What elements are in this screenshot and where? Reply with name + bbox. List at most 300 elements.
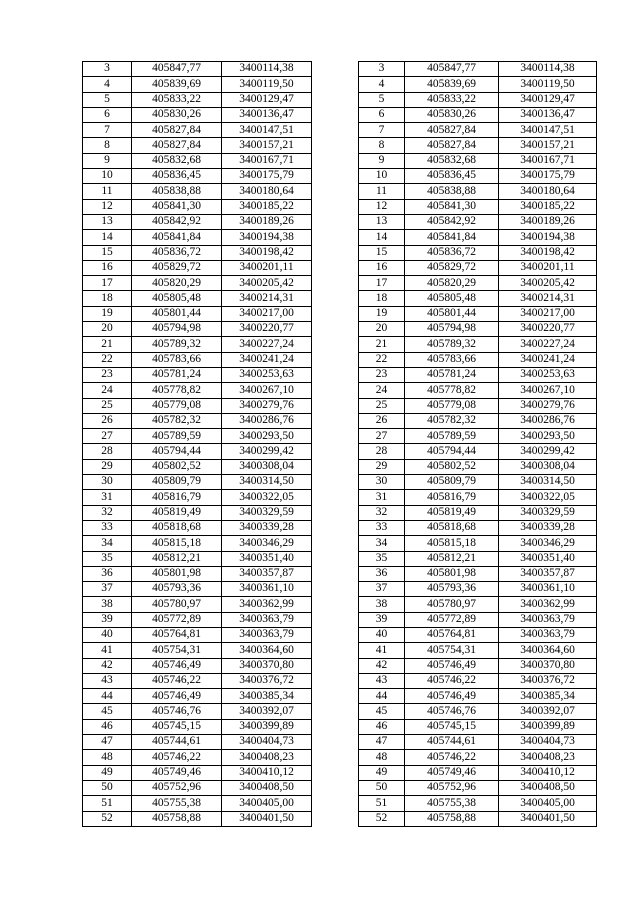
right-x-coordinate-cell: 405746,22 <box>405 750 499 765</box>
right-y-coordinate-cell: 3400385,34 <box>499 689 597 704</box>
left-point-number-cell: 17 <box>83 276 132 291</box>
left-y-coordinate-cell: 3400401,50 <box>222 811 312 826</box>
left-x-coordinate-cell: 405827,84 <box>132 138 222 153</box>
right-x-coordinate-cell: 405838,88 <box>405 184 499 199</box>
table-row <box>83 169 597 184</box>
right-point-number-cell: 11 <box>359 184 405 199</box>
right-point-number-cell: 25 <box>359 398 405 413</box>
left-x-coordinate-cell: 405794,98 <box>132 322 222 337</box>
column-gap-cell <box>312 811 359 826</box>
left-x-coordinate-cell: 405816,79 <box>132 490 222 505</box>
right-y-coordinate-cell: 3400314,50 <box>499 475 597 490</box>
right-point-number-cell: 13 <box>359 214 405 229</box>
column-gap-cell <box>312 276 359 291</box>
left-x-coordinate-cell: 405782,32 <box>132 413 222 428</box>
right-y-coordinate-cell: 3400279,76 <box>499 398 597 413</box>
left-point-number-cell: 32 <box>83 505 132 520</box>
right-x-coordinate-cell: 405802,52 <box>405 459 499 474</box>
table-row <box>83 536 597 551</box>
table-row <box>83 551 597 566</box>
column-gap-cell <box>312 62 359 77</box>
table-row <box>83 352 597 367</box>
left-y-coordinate-cell: 3400346,29 <box>222 536 312 551</box>
table-row <box>83 214 597 229</box>
right-point-number-cell: 31 <box>359 490 405 505</box>
right-x-coordinate-cell: 405816,79 <box>405 490 499 505</box>
table-row <box>83 750 597 765</box>
right-y-coordinate-cell: 3400376,72 <box>499 673 597 688</box>
left-point-number-cell: 36 <box>83 566 132 581</box>
right-y-coordinate-cell: 3400346,29 <box>499 536 597 551</box>
right-y-coordinate-cell: 3400351,40 <box>499 551 597 566</box>
table-row <box>83 230 597 245</box>
right-x-coordinate-cell: 405764,81 <box>405 627 499 642</box>
right-point-number-cell: 8 <box>359 138 405 153</box>
column-gap-cell <box>312 107 359 122</box>
left-x-coordinate-cell: 405793,36 <box>132 582 222 597</box>
left-point-number-cell: 8 <box>83 138 132 153</box>
left-point-number-cell: 10 <box>83 169 132 184</box>
right-x-coordinate-cell: 405801,98 <box>405 566 499 581</box>
right-x-coordinate-cell: 405781,24 <box>405 367 499 382</box>
left-x-coordinate-cell: 405780,97 <box>132 597 222 612</box>
left-point-number-cell: 5 <box>83 92 132 107</box>
right-x-coordinate-cell: 405820,29 <box>405 276 499 291</box>
right-x-coordinate-cell: 405841,84 <box>405 230 499 245</box>
left-point-number-cell: 30 <box>83 475 132 490</box>
left-y-coordinate-cell: 3400392,07 <box>222 704 312 719</box>
right-x-coordinate-cell: 405746,49 <box>405 689 499 704</box>
right-x-coordinate-cell: 405812,21 <box>405 551 499 566</box>
table-row <box>83 689 597 704</box>
left-y-coordinate-cell: 3400314,50 <box>222 475 312 490</box>
table-row <box>83 291 597 306</box>
left-x-coordinate-cell: 405832,68 <box>132 153 222 168</box>
column-gap-cell <box>312 704 359 719</box>
right-x-coordinate-cell: 405782,32 <box>405 413 499 428</box>
column-gap-cell <box>312 582 359 597</box>
left-point-number-cell: 23 <box>83 367 132 382</box>
column-gap-cell <box>312 199 359 214</box>
table-row <box>83 276 597 291</box>
table-row <box>83 475 597 490</box>
column-gap-cell <box>312 383 359 398</box>
right-x-coordinate-cell: 405841,30 <box>405 199 499 214</box>
left-point-number-cell: 21 <box>83 337 132 352</box>
left-point-number-cell: 24 <box>83 383 132 398</box>
column-gap-cell <box>312 551 359 566</box>
left-x-coordinate-cell: 405746,22 <box>132 673 222 688</box>
left-y-coordinate-cell: 3400370,80 <box>222 658 312 673</box>
table-row <box>83 306 597 321</box>
right-point-number-cell: 45 <box>359 704 405 719</box>
right-x-coordinate-cell: 405827,84 <box>405 138 499 153</box>
left-point-number-cell: 26 <box>83 413 132 428</box>
left-y-coordinate-cell: 3400405,00 <box>222 796 312 811</box>
left-point-number-cell: 12 <box>83 199 132 214</box>
right-y-coordinate-cell: 3400217,00 <box>499 306 597 321</box>
column-gap-cell <box>312 520 359 535</box>
table-row <box>83 260 597 275</box>
right-point-number-cell: 24 <box>359 383 405 398</box>
right-y-coordinate-cell: 3400405,00 <box>499 796 597 811</box>
right-y-coordinate-cell: 3400363,79 <box>499 627 597 642</box>
table-row <box>83 398 597 413</box>
left-y-coordinate-cell: 3400361,10 <box>222 582 312 597</box>
right-point-number-cell: 4 <box>359 77 405 92</box>
right-y-coordinate-cell: 3400220,77 <box>499 322 597 337</box>
left-y-coordinate-cell: 3400198,42 <box>222 245 312 260</box>
table-row <box>83 505 597 520</box>
table-row <box>83 245 597 260</box>
table-row <box>83 107 597 122</box>
left-point-number-cell: 33 <box>83 520 132 535</box>
left-x-coordinate-cell: 405839,69 <box>132 77 222 92</box>
left-point-number-cell: 15 <box>83 245 132 260</box>
left-x-coordinate-cell: 405847,77 <box>132 62 222 77</box>
right-point-number-cell: 30 <box>359 475 405 490</box>
left-x-coordinate-cell: 405842,92 <box>132 214 222 229</box>
right-point-number-cell: 44 <box>359 689 405 704</box>
left-x-coordinate-cell: 405820,29 <box>132 276 222 291</box>
column-gap-cell <box>312 77 359 92</box>
table-row <box>83 413 597 428</box>
column-gap-cell <box>312 123 359 138</box>
left-x-coordinate-cell: 405744,61 <box>132 735 222 750</box>
table-row <box>83 627 597 642</box>
column-gap-cell <box>312 138 359 153</box>
right-y-coordinate-cell: 3400253,63 <box>499 367 597 382</box>
left-x-coordinate-cell: 405841,84 <box>132 230 222 245</box>
right-point-number-cell: 3 <box>359 62 405 77</box>
left-point-number-cell: 34 <box>83 536 132 551</box>
right-point-number-cell: 5 <box>359 92 405 107</box>
right-x-coordinate-cell: 405830,26 <box>405 107 499 122</box>
right-point-number-cell: 7 <box>359 123 405 138</box>
right-y-coordinate-cell: 3400404,73 <box>499 735 597 750</box>
right-y-coordinate-cell: 3400299,42 <box>499 444 597 459</box>
right-x-coordinate-cell: 405801,44 <box>405 306 499 321</box>
left-y-coordinate-cell: 3400185,22 <box>222 199 312 214</box>
right-y-coordinate-cell: 3400401,50 <box>499 811 597 826</box>
right-point-number-cell: 46 <box>359 719 405 734</box>
column-gap-cell <box>312 566 359 581</box>
left-point-number-cell: 48 <box>83 750 132 765</box>
right-x-coordinate-cell: 405789,59 <box>405 429 499 444</box>
left-x-coordinate-cell: 405783,66 <box>132 352 222 367</box>
column-gap-cell <box>312 597 359 612</box>
right-y-coordinate-cell: 3400364,60 <box>499 643 597 658</box>
right-x-coordinate-cell: 405749,46 <box>405 765 499 780</box>
column-gap-cell <box>312 735 359 750</box>
left-y-coordinate-cell: 3400241,24 <box>222 352 312 367</box>
left-x-coordinate-cell: 405812,21 <box>132 551 222 566</box>
right-y-coordinate-cell: 3400201,11 <box>499 260 597 275</box>
left-y-coordinate-cell: 3400293,50 <box>222 429 312 444</box>
right-point-number-cell: 21 <box>359 337 405 352</box>
right-point-number-cell: 43 <box>359 673 405 688</box>
column-gap-cell <box>312 291 359 306</box>
column-gap-cell <box>312 398 359 413</box>
left-x-coordinate-cell: 405772,89 <box>132 612 222 627</box>
left-point-number-cell: 49 <box>83 765 132 780</box>
left-x-coordinate-cell: 405746,76 <box>132 704 222 719</box>
left-point-number-cell: 52 <box>83 811 132 826</box>
right-y-coordinate-cell: 3400362,99 <box>499 597 597 612</box>
table-row <box>83 582 597 597</box>
table-row <box>83 322 597 337</box>
left-x-coordinate-cell: 405801,44 <box>132 306 222 321</box>
table-row <box>83 735 597 750</box>
right-point-number-cell: 36 <box>359 566 405 581</box>
right-y-coordinate-cell: 3400322,05 <box>499 490 597 505</box>
right-y-coordinate-cell: 3400157,21 <box>499 138 597 153</box>
right-x-coordinate-cell: 405783,66 <box>405 352 499 367</box>
right-x-coordinate-cell: 405779,08 <box>405 398 499 413</box>
right-y-coordinate-cell: 3400392,07 <box>499 704 597 719</box>
column-gap-cell <box>312 490 359 505</box>
right-point-number-cell: 23 <box>359 367 405 382</box>
table-row <box>83 597 597 612</box>
left-y-coordinate-cell: 3400119,50 <box>222 77 312 92</box>
left-y-coordinate-cell: 3400167,71 <box>222 153 312 168</box>
table-row <box>83 673 597 688</box>
right-point-number-cell: 40 <box>359 627 405 642</box>
right-y-coordinate-cell: 3400329,59 <box>499 505 597 520</box>
right-point-number-cell: 6 <box>359 107 405 122</box>
left-y-coordinate-cell: 3400408,50 <box>222 780 312 795</box>
table-row <box>83 123 597 138</box>
table-row <box>83 383 597 398</box>
column-gap-cell <box>312 750 359 765</box>
left-point-number-cell: 50 <box>83 780 132 795</box>
right-x-coordinate-cell: 405754,31 <box>405 643 499 658</box>
left-y-coordinate-cell: 3400217,00 <box>222 306 312 321</box>
right-x-coordinate-cell: 405794,44 <box>405 444 499 459</box>
column-gap-cell <box>312 719 359 734</box>
left-point-number-cell: 19 <box>83 306 132 321</box>
left-point-number-cell: 29 <box>83 459 132 474</box>
left-y-coordinate-cell: 3400399,89 <box>222 719 312 734</box>
right-y-coordinate-cell: 3400308,04 <box>499 459 597 474</box>
right-y-coordinate-cell: 3400180,64 <box>499 184 597 199</box>
column-gap-cell <box>312 322 359 337</box>
left-x-coordinate-cell: 405781,24 <box>132 367 222 382</box>
left-x-coordinate-cell: 405745,15 <box>132 719 222 734</box>
right-y-coordinate-cell: 3400189,26 <box>499 214 597 229</box>
right-point-number-cell: 9 <box>359 153 405 168</box>
right-y-coordinate-cell: 3400119,50 <box>499 77 597 92</box>
right-point-number-cell: 20 <box>359 322 405 337</box>
right-x-coordinate-cell: 405789,32 <box>405 337 499 352</box>
table-row <box>83 811 597 826</box>
right-point-number-cell: 50 <box>359 780 405 795</box>
right-x-coordinate-cell: 405755,38 <box>405 796 499 811</box>
left-point-number-cell: 43 <box>83 673 132 688</box>
right-x-coordinate-cell: 405836,72 <box>405 245 499 260</box>
right-y-coordinate-cell: 3400129,47 <box>499 92 597 107</box>
right-y-coordinate-cell: 3400175,79 <box>499 169 597 184</box>
right-point-number-cell: 28 <box>359 444 405 459</box>
left-x-coordinate-cell: 405830,26 <box>132 107 222 122</box>
left-x-coordinate-cell: 405749,46 <box>132 765 222 780</box>
left-point-number-cell: 40 <box>83 627 132 642</box>
right-point-number-cell: 48 <box>359 750 405 765</box>
right-x-coordinate-cell: 405793,36 <box>405 582 499 597</box>
left-point-number-cell: 47 <box>83 735 132 750</box>
left-x-coordinate-cell: 405778,82 <box>132 383 222 398</box>
left-y-coordinate-cell: 3400180,64 <box>222 184 312 199</box>
left-x-coordinate-cell: 405779,08 <box>132 398 222 413</box>
right-point-number-cell: 51 <box>359 796 405 811</box>
left-x-coordinate-cell: 405809,79 <box>132 475 222 490</box>
column-gap-cell <box>312 245 359 260</box>
right-y-coordinate-cell: 3400185,22 <box>499 199 597 214</box>
left-x-coordinate-cell: 405841,30 <box>132 199 222 214</box>
left-y-coordinate-cell: 3400362,99 <box>222 597 312 612</box>
right-y-coordinate-cell: 3400370,80 <box>499 658 597 673</box>
left-point-number-cell: 18 <box>83 291 132 306</box>
right-x-coordinate-cell: 405836,45 <box>405 169 499 184</box>
left-y-coordinate-cell: 3400351,40 <box>222 551 312 566</box>
left-point-number-cell: 28 <box>83 444 132 459</box>
left-point-number-cell: 9 <box>83 153 132 168</box>
table-row <box>83 765 597 780</box>
right-point-number-cell: 39 <box>359 612 405 627</box>
left-point-number-cell: 27 <box>83 429 132 444</box>
left-x-coordinate-cell: 405802,52 <box>132 459 222 474</box>
left-x-coordinate-cell: 405746,22 <box>132 750 222 765</box>
column-gap-cell <box>312 413 359 428</box>
left-y-coordinate-cell: 3400308,04 <box>222 459 312 474</box>
right-x-coordinate-cell: 405827,84 <box>405 123 499 138</box>
right-point-number-cell: 26 <box>359 413 405 428</box>
table-row <box>83 199 597 214</box>
left-y-coordinate-cell: 3400205,42 <box>222 276 312 291</box>
right-y-coordinate-cell: 3400361,10 <box>499 582 597 597</box>
right-x-coordinate-cell: 405839,69 <box>405 77 499 92</box>
table-row <box>83 77 597 92</box>
right-point-number-cell: 17 <box>359 276 405 291</box>
table-row <box>83 138 597 153</box>
right-point-number-cell: 10 <box>359 169 405 184</box>
right-x-coordinate-cell: 405829,72 <box>405 260 499 275</box>
left-y-coordinate-cell: 3400147,51 <box>222 123 312 138</box>
left-y-coordinate-cell: 3400189,26 <box>222 214 312 229</box>
right-point-number-cell: 27 <box>359 429 405 444</box>
left-y-coordinate-cell: 3400267,10 <box>222 383 312 398</box>
left-y-coordinate-cell: 3400136,47 <box>222 107 312 122</box>
right-point-number-cell: 42 <box>359 658 405 673</box>
right-x-coordinate-cell: 405794,98 <box>405 322 499 337</box>
left-x-coordinate-cell: 405789,32 <box>132 337 222 352</box>
table-row <box>83 566 597 581</box>
column-gap-cell <box>312 429 359 444</box>
left-point-number-cell: 39 <box>83 612 132 627</box>
left-y-coordinate-cell: 3400227,24 <box>222 337 312 352</box>
right-point-number-cell: 37 <box>359 582 405 597</box>
left-y-coordinate-cell: 3400299,42 <box>222 444 312 459</box>
left-y-coordinate-cell: 3400363,79 <box>222 612 312 627</box>
table-row <box>83 719 597 734</box>
right-point-number-cell: 32 <box>359 505 405 520</box>
left-point-number-cell: 45 <box>83 704 132 719</box>
left-y-coordinate-cell: 3400385,34 <box>222 689 312 704</box>
left-x-coordinate-cell: 405746,49 <box>132 658 222 673</box>
table-row <box>83 658 597 673</box>
coordinates-table <box>82 61 597 827</box>
column-gap-cell <box>312 796 359 811</box>
column-gap-cell <box>312 92 359 107</box>
table-row <box>83 490 597 505</box>
right-x-coordinate-cell: 405758,88 <box>405 811 499 826</box>
left-point-number-cell: 11 <box>83 184 132 199</box>
table-row <box>83 459 597 474</box>
table-row <box>83 444 597 459</box>
left-point-number-cell: 51 <box>83 796 132 811</box>
left-x-coordinate-cell: 405755,38 <box>132 796 222 811</box>
left-y-coordinate-cell: 3400404,73 <box>222 735 312 750</box>
left-point-number-cell: 41 <box>83 643 132 658</box>
right-y-coordinate-cell: 3400267,10 <box>499 383 597 398</box>
right-y-coordinate-cell: 3400408,23 <box>499 750 597 765</box>
column-gap-cell <box>312 214 359 229</box>
right-point-number-cell: 19 <box>359 306 405 321</box>
table-row <box>83 429 597 444</box>
right-y-coordinate-cell: 3400214,31 <box>499 291 597 306</box>
table-row <box>83 780 597 795</box>
right-point-number-cell: 22 <box>359 352 405 367</box>
right-y-coordinate-cell: 3400363,79 <box>499 612 597 627</box>
right-x-coordinate-cell: 405744,61 <box>405 735 499 750</box>
left-x-coordinate-cell: 405829,72 <box>132 260 222 275</box>
right-y-coordinate-cell: 3400241,24 <box>499 352 597 367</box>
right-y-coordinate-cell: 3400339,28 <box>499 520 597 535</box>
column-gap-cell <box>312 780 359 795</box>
column-gap-cell <box>312 765 359 780</box>
left-x-coordinate-cell: 405805,48 <box>132 291 222 306</box>
left-y-coordinate-cell: 3400322,05 <box>222 490 312 505</box>
left-y-coordinate-cell: 3400129,47 <box>222 92 312 107</box>
right-point-number-cell: 12 <box>359 199 405 214</box>
right-y-coordinate-cell: 3400114,38 <box>499 62 597 77</box>
left-point-number-cell: 4 <box>83 77 132 92</box>
right-x-coordinate-cell: 405780,97 <box>405 597 499 612</box>
left-x-coordinate-cell: 405833,22 <box>132 92 222 107</box>
left-point-number-cell: 16 <box>83 260 132 275</box>
left-point-number-cell: 37 <box>83 582 132 597</box>
left-point-number-cell: 22 <box>83 352 132 367</box>
left-y-coordinate-cell: 3400194,38 <box>222 230 312 245</box>
left-y-coordinate-cell: 3400408,23 <box>222 750 312 765</box>
left-point-number-cell: 35 <box>83 551 132 566</box>
right-point-number-cell: 47 <box>359 735 405 750</box>
column-gap-cell <box>312 352 359 367</box>
right-x-coordinate-cell: 405818,68 <box>405 520 499 535</box>
table-row <box>83 643 597 658</box>
left-y-coordinate-cell: 3400286,76 <box>222 413 312 428</box>
right-x-coordinate-cell: 405819,49 <box>405 505 499 520</box>
right-y-coordinate-cell: 3400198,42 <box>499 245 597 260</box>
left-point-number-cell: 31 <box>83 490 132 505</box>
left-point-number-cell: 46 <box>83 719 132 734</box>
column-gap-cell <box>312 230 359 245</box>
right-point-number-cell: 18 <box>359 291 405 306</box>
right-x-coordinate-cell: 405752,96 <box>405 780 499 795</box>
right-x-coordinate-cell: 405772,89 <box>405 612 499 627</box>
table-row <box>83 62 597 77</box>
right-y-coordinate-cell: 3400147,51 <box>499 123 597 138</box>
